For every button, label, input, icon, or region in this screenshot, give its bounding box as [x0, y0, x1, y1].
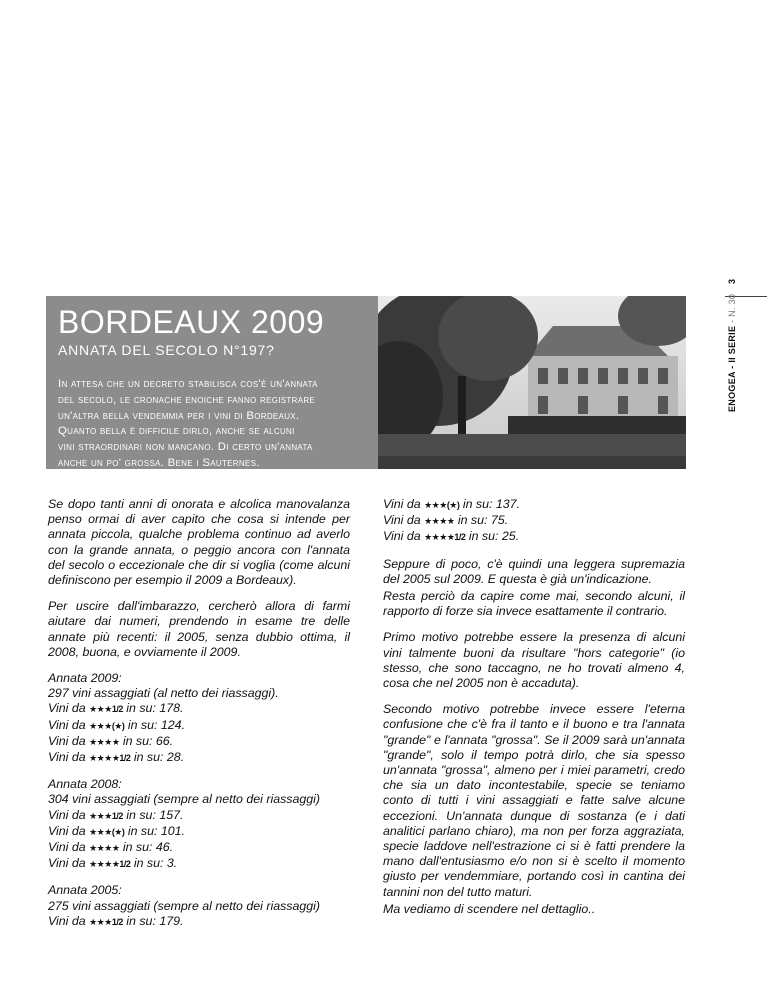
star-rating: ★★★★: [89, 736, 120, 747]
rating-line: [48, 914, 350, 930]
rating-prefix: Vini da: [48, 856, 90, 871]
rating-prefix: Vini da: [48, 840, 90, 855]
rating-prefix: Vini da: [383, 513, 425, 528]
paragraph: Primo motivo potrebbe essere la presenza di alcuni vini talmente buoni da risultare "hors categorie" (io stesso, che sono taccagno, ne ho trovati almeno 4, cosa che nel 2005 non è accaduta).: [383, 630, 685, 691]
intro-line: vini straordinari non mancano. Di certo un'annata: [58, 441, 313, 454]
chateau-photo-icon: [378, 296, 686, 469]
intro-line: un'altra bella vendemmia per i vini di Bordeaux.: [58, 409, 300, 422]
article-subtitle: ANNATA DEL SECOLO N°197?: [58, 342, 275, 358]
rating-count: in su: 66.: [119, 733, 174, 748]
rating-line: [48, 808, 350, 824]
rating-line: [383, 529, 685, 545]
series-label: [727, 294, 737, 412]
rating-prefix: Vini da: [383, 497, 425, 511]
star-rating: ★★★1/2: [89, 810, 123, 821]
rating-prefix: Vini da: [48, 717, 90, 732]
rating-count: in su: 137.: [459, 497, 521, 511]
star-rating: ★★★1/2: [89, 704, 123, 715]
rating-prefix: Vini da: [48, 701, 90, 716]
vintage-2005-continued: [383, 497, 685, 546]
rating-count: in su: 28.: [130, 750, 185, 765]
vintage-heading: Annata 2005:: [48, 883, 122, 898]
star-rating: ★★★1/2: [89, 916, 123, 927]
paragraph: Per uscire dall'imbarazzo, cercherò allora di farmi aiutare dai numeri, prendendo in esame tre delle annate più recenti: il 2005, senza dubbio ottima, il 2008, buona, e ovviamente il 2009.: [48, 599, 350, 659]
star-rating: ★★★(★): [89, 720, 125, 731]
rating-line: [48, 856, 350, 872]
star-rating: ★★★★1/2: [424, 532, 466, 543]
right-column: [383, 497, 685, 928]
rating-line: [48, 824, 350, 840]
rating-line: [48, 718, 350, 734]
rating-count: in su: 179.: [122, 913, 184, 928]
paragraph: Resta perciò da capire come mai, secondo alcuni, il rapporto di forze sia invece esattamente il contrario.: [383, 589, 685, 619]
rating-count: in su: 101.: [124, 823, 186, 838]
paragraph: Ma vediamo di scendere nel dettaglio..: [383, 901, 596, 916]
vintage-heading: Annata 2008:: [48, 777, 122, 792]
paragraph: Se dopo tanti anni di onorata e alcolica manovalanza penso ormai di aver capito che cosa si intende per annata piccola, qualche problema continuo ad averlo con la grande annata, o peggio ancora con l'annata del secolo o eccezionale che dir si voglia (come alcuni definiscono per esempio il 2009 a Bordeaux).: [48, 497, 350, 588]
vintage-2009-block: [48, 671, 350, 766]
rating-count: in su: 124.: [124, 717, 186, 732]
rating-count: in su: 46.: [119, 840, 174, 855]
header-banner: [46, 296, 686, 469]
rating-count: in su: 3.: [130, 856, 178, 871]
rating-prefix: Vini da: [48, 823, 90, 838]
rating-prefix: Vini da: [48, 913, 90, 928]
series-number: - N. 30: [727, 293, 737, 326]
chateau-photo: [378, 296, 686, 469]
rating-count: in su: 157.: [122, 807, 184, 822]
rating-prefix: Vini da: [48, 807, 90, 822]
series-brand: ENOGEA - II SERIE: [727, 325, 737, 412]
rating-count: in su: 178.: [122, 701, 184, 716]
rating-count: in su: 75.: [454, 513, 509, 528]
left-column: [48, 497, 350, 941]
paragraph: Secondo motivo potrebbe invece essere l'eterna confusione che c'è fra il tanto e il buono e tra l'annata "grande" e l'annata "grossa". Se il 2009 sarà un'annata "grande", solo il tempo potrà dirlo, che sia spesso un'annata "grossa", almeno per i miei parametri, credo che sia un dato incontestabile, specie se teniamo conto di tutti i vini assaggiati e fatte salve alcune eccezioni. Un'annata dunque di sostanza (e i dati analitici parlano chiaro), ma non per forza aggraziata, specie laddove nell'estrazione ci si è fatti prendere la mano dall'entusiasmo e/o non si è scelto il momento giusto per vendemmiare, portando così in cantina dei tannini non del tutto maturi.: [383, 702, 685, 899]
vintage-total: 275 vini assaggiati (sempre al netto dei riassaggi): [48, 898, 321, 913]
vintage-total: 297 vini assaggiati (al netto dei riassaggi).: [48, 686, 279, 701]
rating-prefix: Vini da: [48, 750, 90, 765]
rating-line: [383, 497, 685, 513]
intro-line: Quanto bella è difficile dirlo, anche se alcuni: [58, 425, 295, 438]
page-number: 3: [727, 278, 737, 284]
rating-prefix: Vini da: [48, 733, 90, 748]
intro-line: del secolo, le cronache enoiche fanno registrare: [58, 393, 316, 406]
star-rating: ★★★★: [424, 516, 455, 527]
star-rating: ★★★(★): [424, 500, 460, 510]
rating-line: [48, 750, 350, 766]
rating-line: [48, 734, 350, 750]
vintage-2008-block: [48, 777, 350, 872]
article-title: BORDEAUX 2009: [58, 304, 325, 340]
star-rating: ★★★★1/2: [89, 753, 131, 764]
rating-count: in su: 25.: [465, 529, 520, 544]
article-intro: [58, 377, 378, 472]
rating-line: [48, 840, 350, 856]
vintage-total: 304 vini assaggiati (sempre al netto dei riassaggi): [48, 792, 321, 807]
vintage-2005-block: [48, 883, 350, 930]
vintage-heading: Annata 2009:: [48, 671, 122, 686]
banner-text-panel: [46, 296, 378, 469]
rating-line: [383, 513, 685, 529]
paragraph: Seppure di poco, c'è quindi una leggera supremazia del 2005 sul 2009. E questa è già un'indicazione.: [383, 556, 685, 586]
star-rating: ★★★★1/2: [89, 859, 131, 870]
rating-line: [48, 701, 350, 717]
rating-prefix: Vini da: [383, 529, 425, 544]
intro-line: In attesa che un decreto stabilisca cos'è un'annata: [58, 378, 318, 390]
star-rating: ★★★★: [89, 843, 120, 854]
intro-line: anche un po' grossa. Bene i Sauternes.: [58, 456, 260, 469]
star-rating: ★★★(★): [89, 826, 125, 837]
